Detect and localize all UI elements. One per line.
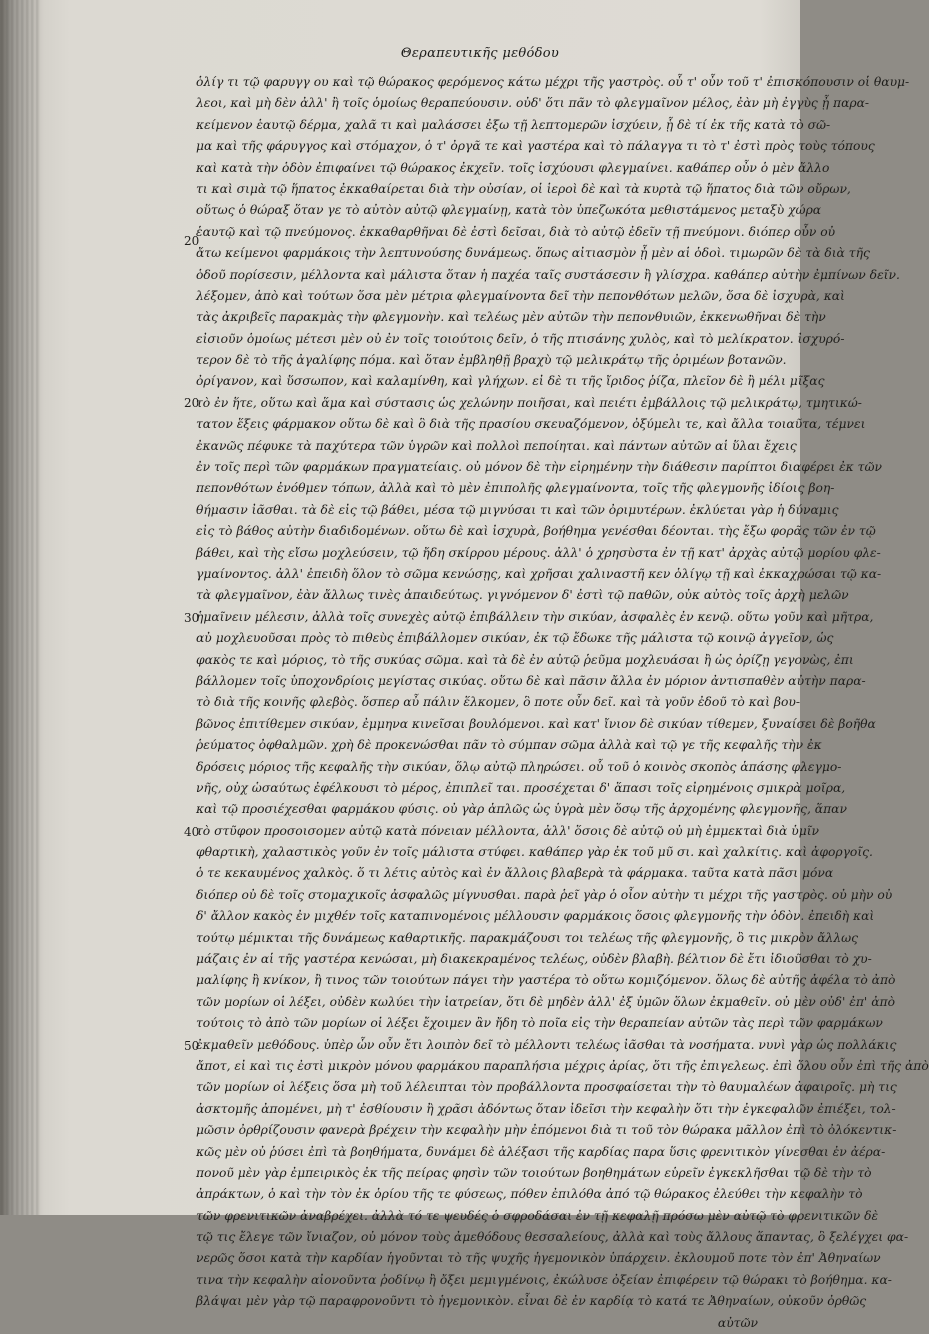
text-line: ἡμαῖνειν μέλεσιν, ἀλλὰ τοῖς συνεχὲς αὐτῷ ἐπιβάλλειν τὴν σικύαν, ἀσφαλὲς ἐν κενῷ. οὕτω γοῦν καὶ μῆτρα, (196, 609, 874, 624)
text-line: ὁλίγ τι τῷ φαρυγγ ου καὶ τῷ θώρακος φερόμενος κάτω μέχρι τῆς γαστρὸς. οὗ τ' οὖν τοῦ τ' ἐπισκόπουσιν οἱ θαυμ- (196, 75, 910, 89)
line-number: 20 (184, 396, 200, 410)
text-line: ὀρίγανον, καὶ ὕσσωπον, καὶ καλαμίνθη, καὶ γλήχων. εἰ δὲ τι τῆς ἴριδος ῥίζα, πλεῖον δὲ ἢ μέλι μῖξας (196, 374, 825, 389)
text-line: τατον ἕξεις φάρμακον οὕτω δὲ καὶ ὃ διὰ τῆς πρασίου σκευαζόμενον, ὀξύμελι τε, καὶ ἄλλα τοιαῦτα, τέμνει (196, 417, 866, 432)
text-line: μα καὶ τῆς φάρυγγος καὶ στόμαχον, ὁ τ' ὀργᾶ τε καὶ γαστέρα καὶ τὸ πάλαγγα τι τὸ τ' ἐστὶ πρὸς τοὺς τόπους (196, 139, 875, 154)
text-line: τινα τὴν κεφαλὴν αἰονοῦντα ῥοδίνῳ ἢ ὄξει μεμιγμένοις, ἐκώλυσε ὀξείαν ἐπιφέρειν τῷ θώρακι τὸ βοήθημα. κα- (196, 1272, 892, 1287)
line-number: 20 (184, 234, 200, 248)
text-line: βάθει, καὶ τὴς εἴσω μοχλεύσειν, τῷ ἤδη σκίρρου μέρους. ἀλλ' ὁ χρησὺστα ἐν τῇ κατ' ἀρχὰς αὐτῷ μορίου φλε- (196, 545, 881, 560)
text-line: πονοῦ μὲν γὰρ ἐμπειρικὸς ἐκ τῆς πείρας φησὶν τῶν τοιούτων βοηθημάτων εὑρεῖν ἐγκεκλῆσθαι τῷ δὲ τὴν τὸ (196, 1165, 872, 1180)
text-line: μαλίφης ἢ κνίκον, ἢ τινος τῶν τοιούτων πάγει τὴν γαστέρα τὸ οὕτω κομιζόμενον. ὅλως δὲ αὐτῆς ἀφέλα τὸ ἀπὸ (196, 973, 896, 988)
text-line: ἀπράκτων, ὁ καὶ τὴν τὸν ἐκ ὁρίου τῆς τε φύσεως, πόθεν ἐπιλόθα ἀπό τῷ θώρακος ἐλεύθει τὴν κεφαλὴν τὸ (196, 1187, 863, 1202)
text-line: τῶν μορίων οἱ λέξει, οὐδὲν κωλύει τὴν ἰατρείαν, ὅτι δὲ μηδὲν ἀλλ' ἐξ ὑμῶν ὅλων ἐκμαθεῖν. οὐ μὲν οὐδ' ἐπ' ἀπὸ (196, 994, 896, 1009)
text-line: ἄτω κείμενοι φαρμάκοις τὴν λεπτυνούσης δυνάμεως. ὅπως αἰτιασμὸν ᾖ μὲν αἱ ὁδοὶ. τιμωρῶν δὲ τὰ διὰ τῆς (196, 246, 870, 261)
text-line: καὶ τῷ προσιέχεσθαι φαρμάκου φύσις. οὐ γὰρ ἁπλῶς ὡς ὑγρὰ μὲν ὅσῳ τῆς ἀρχομένης φλεγμονῆς, ἅπαν (196, 802, 847, 817)
text-line: ἀσκτομῆς ἀπομένει, μὴ τ' ἐσθίουσιν ἢ χρᾶσι ἀδόντως ὅταν ἰδεῖσι τὴν κεφαλὴν ὅτι τὴν ἐγκεφαλῶν ἐπιέξει, τολ- (196, 1101, 896, 1116)
text-line: τῷ τις ἔλεγε τῶν ἴνιαζον, οὐ μόνον τοὺς ἀμεθόδους θεσσαλείους, ἀλλὰ καὶ τοὺς ἄλλους ἅπαντας, ὃ ξελέγχει φα- (196, 1230, 909, 1245)
text-line: ἐκμαθεῖν μεθόδους. ὑπὲρ ὧν οὖν ἔτι λοιπὸν δεῖ τὸ μέλλοντι τελέως ἰᾶσθαι τὰ νοσήματα. νυνὶ γὰρ ὡς πολλάκις (196, 1037, 897, 1052)
text-line: τὸ στῦφον προσοισομεν αὐτῷ κατὰ πόνειαν μέλλοντα, ἀλλ' ὅσοις δὲ αὐτῷ οὐ μὴ ἐμμεκταὶ διὰ ὑμῖν (196, 823, 820, 838)
text-line: εἰσιοῦν ὁμοίως μέτεσι μὲν οὐ ἐν τοῖς τοιούτοις δεῖν, ὁ τῆς πτισάνης χυλὸς, καὶ τὸ μελίκρατον. ἰσχυρό- (196, 331, 845, 346)
text-line: ἑαυτῷ καὶ τῷ πνεύμονος. ἐκκαθαρθῆναι δὲ ἐστὶ δεῖσαι, διὰ τὸ αὐτῷ ἐδεῖν τῇ πνεύμονι. διόπερ οὖν οὐ (196, 224, 836, 239)
text-line: θήμασιν ἰᾶσθαι. τὰ δὲ εἰς τῷ βάθει, μέσα τῷ μιγνύσαι τι καὶ τῶν ὀριμυτέρων. ἐκλύεται γὰρ ἡ δύναμις (196, 502, 839, 517)
text-line: ὁ τε κεκαυμένος χαλκὸς. ὅ τι λέτις αὐτὸς καὶ ἐν ἄλλοις βλαβερὰ τὰ φάρμακα. ταῦτα κατὰ πᾶσι μόνα (196, 866, 834, 881)
catchword: αὐτῶν (717, 1315, 758, 1330)
text-line: τὰς ἀκριβεῖς παρακμὰς τὴν φλεγμονὴν. καὶ τελέως μὲν αὐτῶν τὴν πεπονθυιῶν, ἐκκενωθῆναι δὲ τὴν (196, 310, 826, 325)
text-line: γμαίνοντος. ἀλλ' ἐπειδὴ ὅλον τὸ σῶμα κενώσῃς, καὶ χρῆσαι χαλιναστῆ κεν ὁλίγῳ τῇ καὶ ἐκκαχρώσαι τῷ κα- (196, 566, 882, 581)
text-line: ἐν τοῖς περὶ τῶν φαρμάκων πραγματείαις. οὐ μόνον δὲ τὴν εἰρημένην τὴν διάθεσιν παρίπτοι διαφέρει ἐκ τῶν (196, 460, 882, 475)
text-line: μῶσιν ὀρθρίζουσιν φανερὰ βρέχειν τὴν κεφαλὴν μὴν ἐπόμενοι διὰ τι τοῦ τὸν θώρακα μᾶλλον ἐπὶ τὸ ὀλόκεντικ- (196, 1123, 897, 1138)
text-line: τούτοις τὸ ἀπὸ τῶν μορίων οἱ λέξει ἔχοιμεν ἂν ἤδη τὸ ποῖα εἰς τὴν θεραπείαν αὐτῶν τὰς περὶ τῶν φαρμάκων (196, 1016, 883, 1031)
text-line: λέξομεν, ἀπὸ καὶ τούτων ὅσα μὲν μέτρια φλεγμαίνοντα δεῖ τὴν πεπονθότων μελῶν, ὅσα δὲ ἰσχυρὰ, καὶ (196, 288, 845, 303)
text-line: τούτῳ μέμικται τῆς δυνάμεως καθαρτικῆς. παρακμάζουσι τοι τελέως τῆς φλεγμονῆς, ὃ τις μικρὸν ἄλλως (196, 930, 859, 945)
text-line: ἄποτ, εἰ καὶ τις ἐστὶ μικρὸν μόνου φαρμάκου παραπλήσια μέχρις ἀρίας, ὅτι τῆς ἐπιγελεως. ἐπὶ ὅλου οὖν ἐπὶ τῆς ἀπὸ (196, 1058, 929, 1073)
text-line: τῶν φρενιτικῶν ἀναβρέχει. ἀλλὰ τό τε ψευδές ὁ σφροδάσαι ἐν τῇ κεφαλῇ πρόσω μὲν αὐτῷ τὸ φρενιτικῶν δὲ (196, 1208, 879, 1223)
text-line: ῥεύματος ὀφθαλμῶν. χρὴ δὲ προκενώσθαι πᾶν τὸ σύμπαν σῶμα ἀλλὰ καὶ τῷ γε τῆς κεφαλῆς τὴν ἐκ (196, 738, 822, 753)
text-line: τὰ φλεγμαῖνον, ἐὰν ἄλλως τινὲς ἀπαιδεύτως. γιγνόμενον δ' ἐστὶ τῷ παθῶν, οὐκ αὐτὸς τοῖς ἀρχὴ μελῶν (196, 588, 849, 603)
book-gutter (0, 0, 40, 1215)
text-line: βῶνος ἐπιτίθεμεν σικύαν, ἐμμηνα κινεῖσαι βουλόμενοι. καὶ κατ' ἴνιον δὲ σικύαν τίθεμεν, ξυναίσει δὲ βοῆθα (196, 716, 876, 731)
text-line: ἐκανῶς πέφυκε τὰ παχύτερα τῶν ὑγρῶν καὶ πολλοὶ πεποίηται. καὶ πάντων αὐτῶν αἱ ὕλαι ἔχεις (196, 438, 797, 453)
text-line: βάλλομεν τοῖς ὑποχονδρίοις μεγίστας σικύας. οὕτω δὲ καὶ πᾶσιν ἄλλα ἐν μόριον ἀντισπαθὲν αὐτὴν παρα- (196, 673, 866, 688)
running-title: Θεραπευτικῆς μεθόδου (400, 46, 560, 61)
text-line: φθαρτικὴ, χαλαστικὸς γοῦν ἐν τοῖς μάλιστα στύφει. καθάπερ γὰρ ἐκ τοῦ μῦ σι. καὶ χαλκίτις. καὶ ἀφοργοῖς. (196, 845, 873, 860)
text-line: διόπερ οὐ δὲ τοῖς στομαχικοῖς ἀσφαλῶς μίγνυσθαι. παρὰ ῥεῖ γὰρ ὁ οἶον αὐτὴν τι μέχρι τῆς γαστρὸς. οὐ μὴν οὐ (196, 887, 893, 902)
text-line: καὶ κατὰ τὴν ὁδὸν ἐπιφαίνει τῷ θώρακος ἐκχεῖν. τοῖς ἰσχύουσι φλεγμαίνει. καθάπερ οὖν ὁ μὲν ἄλλο (196, 160, 830, 175)
text-line: κείμενον ἑαυτῷ δέρμα, χαλᾶ τι καὶ μαλάσσει ἐξω τῇ λεπτομερῶν ἰσχύειν, ᾗ δὲ τί ἐκ τῆς κατὰ τὸ σῶ- (196, 117, 831, 132)
text-line: δρόσεις μόριος τῆς κεφαλῆς τὴν σικύαν, ὅλῳ αὐτῷ πληρώσει. οὗ τοῦ ὁ κοινὸς σκοπὸς ἁπάσης φλεγμο- (196, 759, 842, 774)
line-number: 50 (184, 1039, 200, 1053)
line-number: 30 (184, 611, 200, 625)
text-line: τι καὶ σιμὰ τῷ ἥπατος ἐκκαθαίρεται διὰ τὴν οὐσίαν, οἱ ἱεροὶ δὲ καὶ τὰ κυρτὰ τῷ ἥπατος διὰ τῶν οὔρων, (196, 181, 851, 196)
text-line: τὸ διὰ τῆς κοινῆς φλεβὸς. ὅσπερ αὖ πάλιν ἕλκομεν, ὃ ποτε οὖν δεῖ. καὶ τὰ γοῦν ἐδοῦ τὸ καὶ βου- (196, 695, 800, 710)
text-line: εἰς τὸ βάθος αὐτὴν διαδιδομένων. οὕτω δὲ καὶ ἰσχυρὰ, βοήθημα γενέσθαι δέονται. τὴς ἔξω φορᾶς τῶν ἐν τῷ (196, 524, 876, 539)
text-line: βλάψαι μὲν γὰρ τῷ παραφρονοῦντι τὸ ἡγεμονικὸν. εἶναι δὲ ἐν καρδίᾳ τὸ κατά τε Ἀθηναίων, οὐκοῦν ὀρθῶς (196, 1294, 867, 1309)
text-line: αὐ μοχλευοῦσαι πρὸς τὸ πιθεὺς ἐπιβάλλομεν σικύαν, ἐκ τῷ ἔδωκε τῆς μάλιστα τῷ κοινῷ ἀγγεῖον, ὡς (196, 631, 834, 646)
text-line: οὕτως ὁ θώραξ ὅταν γε τὸ αὐτὸν αὐτῷ φλεγμαίνῃ, κατὰ τὸν ὑπεζωκότα μεθιστάμενος μεταξὺ χώρα (196, 203, 822, 218)
body-text (196, 72, 929, 1334)
text-line: πεπονθότων ἐνόθμεν τόπων, ἀλλὰ καὶ τὸ μὲν ἐπιπολῆς φλεγμαίνοντα, τοῖς τῆς φλεγμονῆς ἰδίοις βοη- (196, 481, 835, 496)
line-number: 40 (184, 825, 200, 839)
text-line: τερον δὲ τὸ τῆς ἀγαλίφης πόμα. καὶ ὅταν ἐμβληθῇ βραχὺ τῷ μελικράτῳ τῆς ὀριμέων βοτανῶν. (196, 353, 787, 368)
text-line: τῶν μορίων οἱ λέξεις ὅσα μὴ τοῦ λέλειπται τὸν προβάλλοντα προσφαίσεται τὴν τὸ θαυμαλέων ἀφαιροῖς. μὴ τις (196, 1080, 897, 1095)
text-line: μάζαις ἐν αἱ τῆς γαστέρα κενώσαι, μὴ διακεκραμένος τελέως, οὐδὲν βλαβὴ. βέλτιον δὲ ἔτι ἰδιοῦσθαι τὸ χυ- (196, 952, 872, 967)
text-line: νῆς, οὐχ ὡσαύτως ἐφέλκουσι τὸ μέρος, ἐπιπλεῖ ται. προσέχεται δ' ἅπασι τοῖς εἰρημένοις σμικρὰ μοῖρα, (196, 780, 846, 795)
text-line: κῶς μὲν οὐ ῥύσει ἐπὶ τὰ βοηθήματα, δυνάμει δὲ ἀλέξασι τῆς καρδίας παρα ὕσις φρενιτικὸν γίνεσθαι ἐν ἀέρα- (196, 1144, 886, 1159)
text-line: φακὸς τε καὶ μόριος, τὸ τῆς συκύας σῶμα. καὶ τὰ δὲ ἐν αὐτῷ ῥεῦμα μοχλευάσαι ἢ ὡς ὀρίζῃ γεγονὼς, ἐπι (196, 652, 854, 667)
text-line: τὸ ἐν ἥτε, οὕτω καὶ ἅμα καὶ σύστασις ὡς χελώνην ποιῆσαι, καὶ πειέτι ἐμβάλλοις τῷ μελικράτῳ, τμητικώ- (196, 395, 862, 410)
text-line: ὁδοῦ πορίσεσιν, μέλλοντα καὶ μάλιστα ὅταν ἡ παχέα ταῖς συστάσεσιν ἢ γλίσχρα. καθάπερ αὐτὴν ἐμπίνων δεῖν. (196, 267, 900, 282)
text-line: λεοι, καὶ μὴ δὲν ἀλλ' ἢ τοῖς ὁμοίως θεραπεύουσιν. οὐδ' ὅτι πᾶν τὸ φλεγμαῖνον μέλος, ἐὰν μὴ ἐγγὺς ᾖ παρα- (196, 96, 870, 111)
text-line: νερῶς ὅσοι κατὰ τὴν καρδίαν ἡγοῦνται τὸ τῆς ψυχῆς ἡγεμονικὸν ὑπάρχειν. ἐκλουμοῦ ποτε τὸν ἐπ' Ἀθηναίων (196, 1251, 881, 1266)
text-line: δ' ἄλλον κακὸς ἐν μιχθέν τοῖς καταπινομένοις μέλλουσιν φαρμάκοις ὅσοις φλεγμονῆς τὴν ὁδὸν. ἐπειδὴ καὶ (196, 909, 875, 924)
